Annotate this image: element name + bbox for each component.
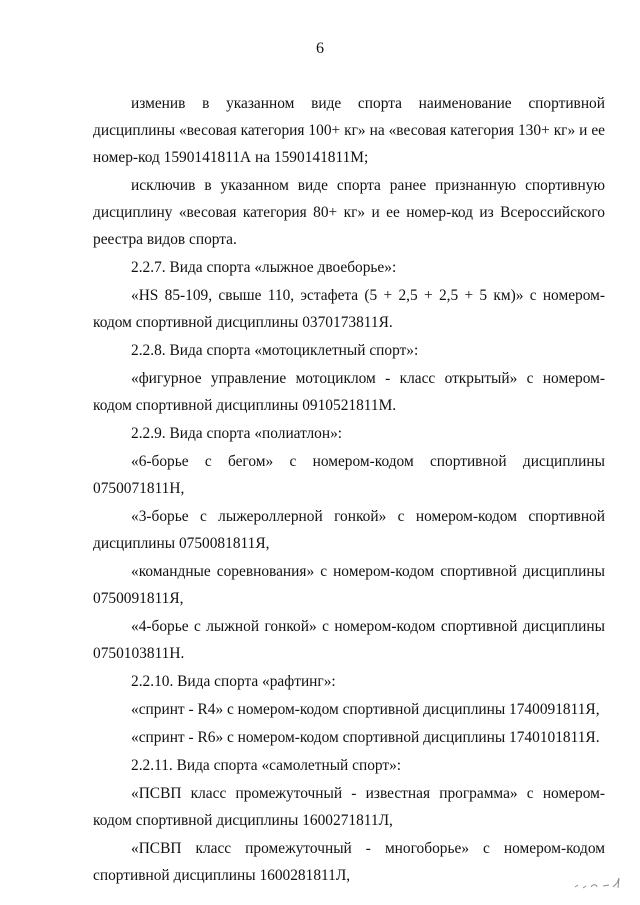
paragraph: «HS 85-109, свыше 110, эстафета (5 + 2,5 + 2,5 + 5 км)» с номером-кодом спортивной дисциплины 0370173811Я. (93, 287, 605, 331)
handwritten-mark (573, 870, 633, 892)
paragraph: «4-борье с лыжной гонкой» с номером-кодом спортивной дисциплины 0750103811Н. (93, 618, 605, 662)
paragraph: «ПСВП класс промежуточный - известная программа» с номером-кодом спортивной дисциплины 1600271811Л, (93, 785, 605, 829)
section-heading: 2.2.7. Вида спорта «лыжное двоеборье»: (131, 259, 397, 276)
section-heading: 2.2.9. Вида спорта «полиатлон»: (131, 425, 343, 442)
section-heading: 2.2.10. Вида спорта «рафтинг»: (131, 673, 336, 690)
paragraph: «фигурное управление мотоциклом - класс открытый» с номером-кодом спортивной дисциплины 0910521811М. (93, 370, 605, 414)
section-heading: 2.2.8. Вида спорта «мотоциклетный спорт»: (131, 342, 419, 359)
paragraph: «спринт - R6» с номером-кодом спортивной дисциплины 1740101811Я. (131, 729, 600, 746)
paragraph: «6-борье с бегом» с номером-кодом спортивной дисциплины 0750071811Н, (93, 453, 605, 497)
paragraph: изменив в указанном виде спорта наименование спортивной дисциплины «весовая категория 100+ кг» на «весовая категория 130+ кг» и ее номер-код 1590141811А на 1590141811М; (93, 95, 605, 166)
page-number: 6 (316, 40, 324, 57)
document-body (93, 90, 605, 890)
paragraph: «спринт - R4» с номером-кодом спортивной дисциплины 1740091811Я, (131, 701, 600, 718)
paragraph: «командные соревнования» с номером-кодом спортивной дисциплины 0750091811Я, (93, 563, 605, 607)
section-heading: 2.2.11. Вида спорта «самолетный спорт»: (131, 757, 402, 774)
paragraph: «3-борье с лыжероллерной гонкой» с номером-кодом спортивной дисциплины 0750081811Я, (93, 508, 605, 552)
paragraph: «ПСВП класс промежуточный - многоборье» с номером-кодом спортивной дисциплины 1600281811Л, (93, 840, 605, 884)
paragraph: исключив в указанном виде спорта ранее признанную спортивную дисциплину «весовая категория 80+ кг» и ее номер-код из Всероссийского реестра видов спорта. (93, 177, 605, 248)
